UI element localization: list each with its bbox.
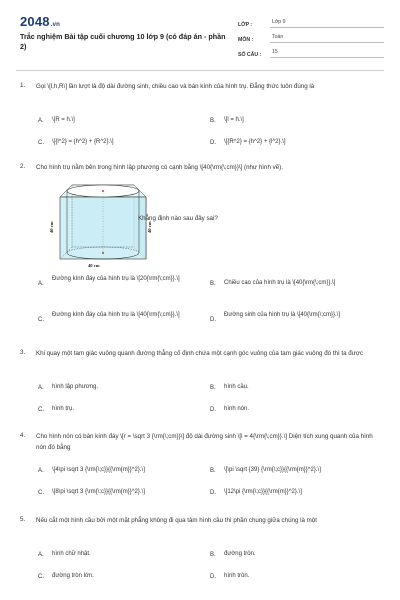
option-letter: A. (38, 384, 44, 391)
option-text: hình chữ nhật. (52, 551, 91, 557)
option-d[interactable] (210, 488, 302, 498)
option-text: Đường kính đáy của hình trụ là \[20{\rm{\;cm}}.\] (52, 276, 180, 282)
question-text: Khi quay một tam giác vuông quanh đường thẳng cố định chứa một cạnh góc vuông của tam giác vuông đó thì ta được (36, 350, 364, 357)
option-letter: A. (38, 467, 44, 474)
option-letter: A. (38, 551, 44, 558)
option-letter: A. (38, 117, 44, 124)
worksheet-meta (238, 14, 384, 59)
option-letter: D. (210, 573, 216, 580)
right-edge-label: 40 cm (147, 221, 152, 233)
option-c[interactable] (38, 488, 145, 498)
option-a[interactable] (38, 550, 91, 560)
question-number: 2. (20, 163, 26, 170)
option-c[interactable] (38, 138, 114, 148)
question-2 (20, 163, 380, 338)
option-letter: B. (210, 117, 216, 124)
meta-row-count (238, 44, 384, 58)
option-text: \[R = h.\] (52, 117, 75, 123)
option-text: hình cầu. (224, 384, 249, 390)
option-letter: A. (38, 281, 44, 287)
question-3 (20, 349, 380, 419)
meta-value: Toán (270, 34, 384, 43)
worksheet-header (16, 10, 384, 66)
meta-value: 15 (270, 49, 384, 58)
meta-key: SỐ CÂU : (238, 52, 262, 58)
question-number: 1. (20, 82, 26, 89)
option-c[interactable] (38, 572, 94, 582)
option-letter: B. (210, 551, 216, 558)
option-text: \[{l^2} = {h^2} + {R^2}.\] (52, 139, 114, 145)
meta-row-class (238, 14, 384, 28)
option-text: hình lập phương. (52, 384, 98, 390)
option-letter: C. (38, 406, 44, 413)
logo-main: 2048 (20, 14, 50, 29)
site-logo[interactable] (20, 14, 60, 29)
option-c[interactable] (38, 311, 198, 323)
option-letter: B. (210, 384, 216, 391)
meta-key: LỚP : (238, 22, 253, 28)
option-letter: C. (38, 489, 44, 496)
cube-cylinder-figure (36, 181, 152, 268)
option-letter: C. (38, 317, 44, 323)
option-text: \[{R^2} = {h^2} + {l^2}.\] (224, 139, 286, 145)
question-text: Gọi \[l,h,R\] lần lượt là độ dài đường sinh, chiều cao và bán kính của hình trụ. Đẳng thức luôn đúng là (36, 83, 315, 90)
question-text: Nếu cắt một hình cầu bởi một mặt phẳng không đi qua tâm hình cầu thì phần chung giữa chúng là một (36, 517, 317, 524)
question-4 (20, 432, 380, 502)
worksheet-title: Trắc nghiệm Bài tập cuối chương 10 lớp 9 (có đáp án - phần 2) (20, 32, 226, 51)
option-letter: D. (210, 406, 216, 413)
option-text: \[8\pi \sqrt 3 {\rm{\;c}}{{\rm{m}}^2}.\] (52, 489, 145, 495)
option-letter: B. (210, 280, 216, 287)
option-b[interactable] (210, 279, 380, 289)
figure-question: Khẳng định nào sau đây sai? (138, 215, 218, 222)
option-letter: D. (210, 139, 216, 146)
question-1 (20, 82, 380, 162)
option-d[interactable] (210, 572, 249, 582)
option-letter: C. (38, 573, 44, 580)
option-text: \[4\pi \sqrt 3 {\rm{\;c}}{{\rm{m}}^2}.\] (52, 467, 145, 473)
option-b[interactable] (210, 116, 244, 126)
question-number: 4. (20, 432, 26, 439)
question-text: Cho hình nón có bán kính đáy \[r = \sqrt 3 {\rm{\;cm}}\] độ dài đường sinh \[l = 4{\rm{\;cm}}.\] Diện tích xung quanh của hình nón đó bằng (36, 433, 373, 451)
option-d[interactable] (210, 311, 360, 323)
meta-value: Lớp 9 (270, 19, 384, 28)
question-5 (20, 516, 380, 586)
option-d[interactable] (210, 405, 249, 415)
option-text: đường tròn. (224, 551, 256, 557)
question-number: 3. (20, 349, 26, 356)
option-a[interactable] (38, 116, 75, 126)
option-text: hình trụ. (52, 406, 75, 412)
option-letter: D. (210, 317, 216, 323)
option-b[interactable] (210, 466, 321, 476)
option-letter: C. (38, 139, 44, 146)
cube-cylinder-diagram (36, 181, 154, 269)
header-divider (16, 70, 384, 71)
option-text: \[\pi \sqrt {39} {\rm{\;c}}{{\rm{m}}^2}.\] (224, 467, 321, 473)
option-text: đường tròn lớn. (52, 573, 94, 579)
bottom-edge-label: 40 cm (88, 263, 100, 268)
option-text: hình tròn. (224, 573, 250, 579)
option-a[interactable] (38, 466, 145, 476)
option-text: Chiều cao của hình trụ là \[40{\rm{\;cm}}.\] (224, 280, 336, 286)
meta-key: MÔN : (238, 37, 254, 43)
option-a[interactable] (38, 383, 98, 393)
option-letter: B. (210, 467, 216, 474)
option-c[interactable] (38, 405, 74, 415)
option-text: Đường kính đáy của hình trụ là \[40{\rm{\;cm}}.\] (52, 312, 180, 318)
option-text: \[l = h.\] (224, 117, 244, 123)
option-text: Đường sinh của hình trụ là \[40{\rm{\;cm}}.\] (224, 312, 341, 318)
option-text: hình nón. (224, 406, 250, 412)
left-edge-label: 40 cm (49, 221, 54, 233)
option-letter: D. (210, 489, 216, 496)
option-a[interactable] (38, 275, 198, 287)
option-b[interactable] (210, 550, 256, 560)
logo-suffix: .vn (50, 22, 61, 28)
option-b[interactable] (210, 383, 249, 393)
question-text: Cho hình trụ nằm bên trong hình lập phương có cạnh bằng \[40{\rm{\;cm}}\] (như hình vẽ). (36, 164, 283, 171)
meta-row-subject (238, 29, 384, 43)
option-d[interactable] (210, 138, 286, 148)
question-number: 5. (20, 516, 26, 523)
option-text: \[12\pi {\rm{\;c}}{{\rm{m}}^2}.\] (224, 489, 302, 495)
